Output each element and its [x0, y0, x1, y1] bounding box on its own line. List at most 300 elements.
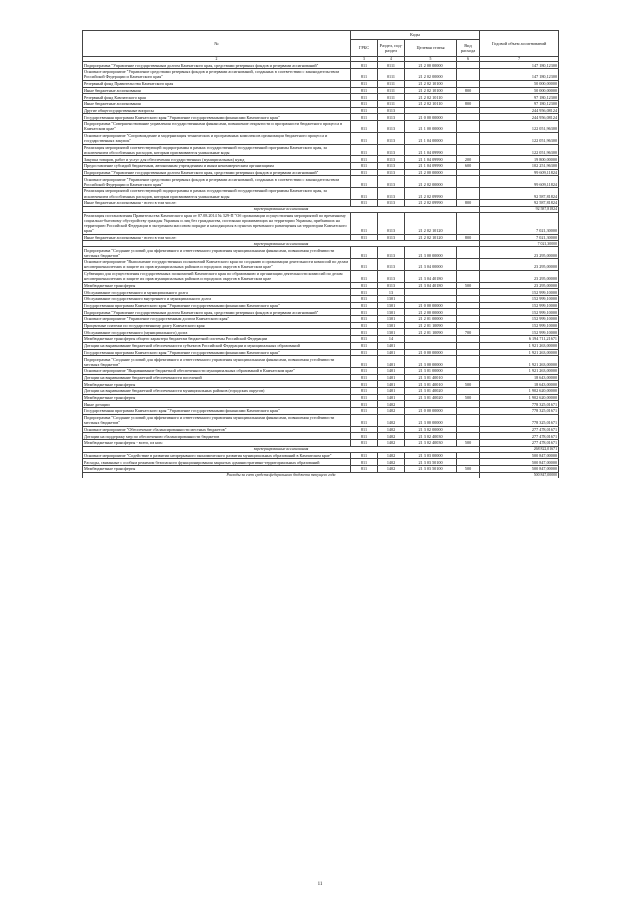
table-row — [83, 188, 559, 200]
row-name: Иные бюджетные ассигнования — [83, 87, 351, 94]
row-expense-type — [457, 408, 480, 415]
row-target-article — [405, 296, 457, 303]
row-name: Основное мероприятие "Управление средствами резервных фондов и резервами ассигнований, созданных в соответствии с законодательством Российской Федерации и Камчатского края" — [83, 69, 351, 81]
row-razdel-code: 1401 — [378, 374, 405, 381]
row-amount: 18 643,00000 — [480, 374, 559, 381]
row-grbs-code: 811 — [351, 94, 378, 101]
row-grbs-code: 811 — [351, 439, 378, 446]
table-row — [83, 94, 559, 101]
row-name: Закупка товаров, работ и услуг для обеспечения государственных (муниципальных) нужд — [83, 156, 351, 163]
row-expense-type — [457, 289, 480, 296]
row-target-article — [405, 336, 457, 343]
row-razdel-code: 1301 — [378, 302, 405, 309]
table-row — [83, 414, 559, 426]
row-expense-type — [457, 247, 480, 259]
note-text: зарезервированные ассигнования — [83, 241, 480, 247]
row-razdel-code: 0113 — [378, 169, 405, 176]
row-expense-type — [457, 94, 480, 101]
row-grbs-code: 811 — [351, 388, 378, 395]
row-razdel-code: 1402 — [378, 466, 405, 473]
row-grbs-code: 811 — [351, 401, 378, 408]
row-expense-type: 800 — [457, 199, 480, 206]
row-name: Дотации на выравнивание бюджетной обеспеченности муниципальных районов (городских округов) — [83, 388, 351, 395]
row-name: Подпрограмма "Управление государственным долгом Камчатского края, средствами резервных фондов и резервами ассигнований" — [83, 169, 351, 176]
row-target-article: 21 2 02 10110 — [405, 100, 457, 107]
table-row — [83, 439, 559, 446]
row-amount: 92 587,81824 — [480, 199, 559, 206]
row-target-article: 21 2 01 10090 — [405, 329, 457, 336]
row-expense-type — [457, 401, 480, 408]
row-target-article: 21 1 04 00000 — [405, 132, 457, 144]
row-amount: 23 295,00000 — [480, 270, 559, 282]
header-expense-type: Вид расхода — [457, 40, 480, 57]
row-razdel-code: 1402 — [378, 433, 405, 440]
row-name: Государственная программа Камчатского края "Управление государственными финансами Камчатского края" — [83, 302, 351, 309]
table-row — [83, 342, 559, 349]
row-razdel-code: 0113 — [378, 144, 405, 156]
row-razdel-code: 1401 — [378, 356, 405, 368]
row-grbs-code: 811 — [351, 259, 378, 271]
row-grbs-code: 811 — [351, 289, 378, 296]
row-razdel-code: 1401 — [378, 368, 405, 375]
table-row — [83, 132, 559, 144]
row-grbs-code: 811 — [351, 121, 378, 133]
table-row — [83, 426, 559, 433]
note-text: зарезервированные ассигнования — [83, 206, 480, 212]
row-grbs-code: 811 — [351, 336, 378, 343]
row-target-article: 21 2 02 09990 — [405, 188, 457, 200]
row-razdel-code: 0113 — [378, 163, 405, 170]
row-target-article: 21 1 00 00000 — [405, 121, 457, 133]
row-target-article: 21 3 00 00000 — [405, 414, 457, 426]
row-target-article: 21 2 01 00000 — [405, 316, 457, 323]
row-target-article: 21 3 02 00000 — [405, 426, 457, 433]
table-row — [83, 62, 559, 69]
row-razdel-code: 0113 — [378, 259, 405, 271]
row-amount: 500 847,00000 — [480, 452, 559, 459]
row-grbs-code: 811 — [351, 342, 378, 349]
row-target-article: 21 3 01 40010 — [405, 374, 457, 381]
table-row — [83, 169, 559, 176]
row-razdel-code: 0111 — [378, 87, 405, 94]
row-grbs-code: 811 — [351, 329, 378, 336]
row-grbs-code: 811 — [351, 322, 378, 329]
row-grbs-code: 811 — [351, 199, 378, 206]
row-name: Межбюджетные трансферты — [83, 466, 351, 473]
row-grbs-code: 811 — [351, 100, 378, 107]
row-name: Государственная программа Камчатского края "Управление государственными финансами Камчатского края" — [83, 349, 351, 356]
row-amount: 92 587,81824 — [480, 188, 559, 200]
table-row — [83, 381, 559, 388]
header-target-article: Целевая статья — [405, 40, 457, 57]
row-grbs-code: 811 — [351, 356, 378, 368]
row-name: Обслуживание государственного и муниципального долга — [83, 289, 351, 296]
row-razdel-code: 0113 — [378, 114, 405, 121]
row-razdel-code: 0113 — [378, 121, 405, 133]
row-grbs-code: 811 — [351, 270, 378, 282]
row-name: Государственная программа Камчатского края "Управление государственными финансами Камчатского края" — [83, 114, 351, 121]
row-grbs-code: 811 — [351, 247, 378, 259]
row-razdel-code: 1402 — [378, 459, 405, 466]
row-expense-type — [457, 426, 480, 433]
row-expense-type — [457, 80, 480, 87]
row-razdel-code: 1301 — [378, 316, 405, 323]
row-razdel-code: 0113 — [378, 247, 405, 259]
row-target-article: 21 2 01 10090 — [405, 322, 457, 329]
row-name: Подпрограмма "Создание условий для эффективного и ответственного управления муниципальными финансами, повышения устойчивости местных бюджетов" — [83, 247, 351, 259]
row-razdel-code: 1402 — [378, 414, 405, 426]
row-name: Основное мероприятие "Управление средствами резервных фондов и резервами ассигнований, созданных в соответствии с законодательством Российской Федерации и Камчатского края" — [83, 176, 351, 188]
row-razdel-code: 1301 — [378, 296, 405, 303]
row-grbs-code: 811 — [351, 452, 378, 459]
row-expense-type — [457, 296, 480, 303]
column-number: 2 — [83, 57, 351, 62]
row-razdel-code: 14 — [378, 336, 405, 343]
row-razdel-code: 0113 — [378, 176, 405, 188]
row-razdel-code: 0113 — [378, 270, 405, 282]
table-row — [83, 466, 559, 473]
column-number: 6 — [457, 57, 480, 62]
row-target-article: 21 3 04 40180 — [405, 282, 457, 289]
row-grbs-code: 811 — [351, 349, 378, 356]
row-expense-type — [457, 121, 480, 133]
row-name: Реализация мероприятий соответствующей подпрограммы в рамках государственной государственной программы Камчатского края, за исключением обособленных расходов, которым присваиваются уникальные коды — [83, 188, 351, 200]
header-number: № — [83, 31, 351, 57]
row-grbs-code: 811 — [351, 176, 378, 188]
row-razdel-code: 1301 — [378, 329, 405, 336]
row-grbs-code: 811 — [351, 163, 378, 170]
row-razdel-code: 1402 — [378, 439, 405, 446]
row-razdel-code: 1401 — [378, 388, 405, 395]
row-amount: 152 999,10000 — [480, 289, 559, 296]
row-target-article: 21 0 00 00000 — [405, 408, 457, 415]
row-amount: 1 921 263,00000 — [480, 368, 559, 375]
row-target-article: 21 3 00 00000 — [405, 356, 457, 368]
row-amount: 152 999,10000 — [480, 296, 559, 303]
row-expense-type — [457, 459, 480, 466]
row-name: Подпрограмма "Создание условий для эффективного и ответственного управления муниципальными финансами, повышения устойчивости местных бюджетов" — [83, 414, 351, 426]
row-name: Иные бюджетные ассигнования - всего в том числе: — [83, 234, 351, 241]
row-expense-type — [457, 62, 480, 69]
row-expense-type — [457, 270, 480, 282]
row-name: Иные бюджетные ассигнования - всего в том числе: — [83, 199, 351, 206]
row-expense-type — [457, 316, 480, 323]
row-razdel-code: 1401 — [378, 394, 405, 401]
row-razdel-code: 1402 — [378, 408, 405, 415]
row-name: Обслуживание государственного (муниципального) долга — [83, 329, 351, 336]
row-amount: 244 956,08124 — [480, 114, 559, 121]
row-grbs-code: 811 — [351, 426, 378, 433]
row-grbs-code: 811 — [351, 144, 378, 156]
header-codes: Коды — [351, 31, 480, 40]
row-expense-type: 500 — [457, 394, 480, 401]
row-name: Подпрограмма "Совершенствование управления государственными финансами, повышение открытости и прозрачности бюджетного процесса в Камчатском крае" — [83, 121, 351, 133]
budget-table — [82, 30, 559, 478]
row-expense-type: 600 — [457, 163, 480, 170]
row-razdel-code: 0113 — [378, 188, 405, 200]
table-row — [83, 270, 559, 282]
row-razdel-code: 0111 — [378, 62, 405, 69]
row-amount: 19 800,00000 — [480, 156, 559, 163]
row-expense-type — [457, 107, 480, 114]
row-target-article: 21 3 01 40010 — [405, 381, 457, 388]
row-amount: 122 051,96300 — [480, 144, 559, 156]
table-row — [83, 163, 559, 170]
row-razdel-code: 13 — [378, 289, 405, 296]
row-name: Основное мероприятие "Выполнение государственных полномочий Камчатского края по созданию и организации деятельности комиссий по делам несовершеннолетних и защите их прав муниципальных районов и городских округов в Камчатском крае" — [83, 259, 351, 271]
row-grbs-code: 811 — [351, 114, 378, 121]
row-target-article: 21 2 02 10110 — [405, 94, 457, 101]
row-grbs-code: 811 — [351, 212, 378, 234]
row-grbs-code: 811 — [351, 282, 378, 289]
table-row — [83, 349, 559, 356]
row-target-article: 21 2 02 10100 — [405, 87, 457, 94]
row-grbs-code: 811 — [351, 381, 378, 388]
row-target-article: 21 1 04 09990 — [405, 163, 457, 170]
row-expense-type — [457, 374, 480, 381]
row-name: Иные бюджетные ассигнования — [83, 100, 351, 107]
row-target-article — [405, 289, 457, 296]
row-expense-type — [457, 212, 480, 234]
row-amount: 99 609,11824 — [480, 169, 559, 176]
row-amount: 23 295,00000 — [480, 247, 559, 259]
column-number: 4 — [378, 57, 405, 62]
row-target-article: 21 3 02 40030 — [405, 439, 457, 446]
row-name: Государственная программа Камчатского края "Управление государственными финансами Камчатского края" — [83, 408, 351, 415]
table-body — [83, 62, 559, 478]
row-amount: 99 609,11824 — [480, 176, 559, 188]
column-number: 7 — [480, 57, 559, 62]
row-amount: 97 180,12300 — [480, 100, 559, 107]
row-expense-type — [457, 349, 480, 356]
row-razdel-code: 1301 — [378, 309, 405, 316]
row-razdel-code: 0113 — [378, 156, 405, 163]
row-name: Основное мероприятие "Обеспечение сбалансированности местных бюджетов" — [83, 426, 351, 433]
row-target-article: 21 3 01 00000 — [405, 368, 457, 375]
table-row — [83, 289, 559, 296]
row-name: Резервный фонд Камчатского края — [83, 94, 351, 101]
row-amount: 277 478,01671 — [480, 433, 559, 440]
row-name: Подпрограмма "Управление государственным долгом Камчатского края, средствами резервных фондов и резервами ассигнований" — [83, 309, 351, 316]
table-row — [83, 100, 559, 107]
row-razdel-code: 1402 — [378, 452, 405, 459]
table-row — [83, 259, 559, 271]
row-razdel-code: 1402 — [378, 401, 405, 408]
row-amount: 23 295,00000 — [480, 259, 559, 271]
table-row — [83, 336, 559, 343]
row-name: Подпрограмма "Управление государственным долгом Камчатского края, средствами резервных фондов и резервами ассигнований" — [83, 62, 351, 69]
row-expense-type: 800 — [457, 87, 480, 94]
row-target-article: 21 3 04 00000 — [405, 259, 457, 271]
row-target-article: 21 2 02 10120 — [405, 212, 457, 234]
table-row — [83, 408, 559, 415]
row-target-article: 21 2 00 00000 — [405, 169, 457, 176]
table-row — [83, 368, 559, 375]
note-text: Расходы за счет средств федерального бюджета текущего года — [83, 472, 480, 478]
row-name: Реализация постановления Правительства Камчатского края от 07.08.2014 № 329-П "Об организации осуществления мероприятий по временному социально-бытовому обустройству граждан Украины и лиц без гражданства, постоянно проживающих на территории Украины, прибывших на территорию Российской Федерации в экстренном массовом порядке и находящихся в пунктах временного размещения на территории Камчатского края" — [83, 212, 351, 234]
row-amount: 1 902 620,00000 — [480, 394, 559, 401]
row-target-article: 21 2 00 00000 — [405, 62, 457, 69]
row-name: Процентные платежи по государственному долгу Камчатского края — [83, 322, 351, 329]
table-row — [83, 107, 559, 114]
row-expense-type — [457, 144, 480, 156]
row-grbs-code: 811 — [351, 80, 378, 87]
row-amount: 147 180,12300 — [480, 62, 559, 69]
row-grbs-code: 811 — [351, 302, 378, 309]
row-name: Дотации на выравнивание бюджетной обеспеченности субъектов Российской Федерации и муниципальных образований — [83, 342, 351, 349]
row-amount: 122 051,96300 — [480, 121, 559, 133]
row-grbs-code: 811 — [351, 234, 378, 241]
row-razdel-code: 0113 — [378, 132, 405, 144]
table-row — [83, 282, 559, 289]
row-target-article: 21 3 03 00000 — [405, 452, 457, 459]
row-name: Межбюджетные трансферты общего характера бюджетам бюджетной системы Российской Федерации — [83, 336, 351, 343]
row-amount: 50 000,00000 — [480, 80, 559, 87]
table-row — [83, 329, 559, 336]
page-number: 11 — [317, 882, 323, 887]
row-target-article: 21 2 02 10120 — [405, 234, 457, 241]
row-grbs-code: 811 — [351, 69, 378, 81]
row-target-article — [405, 342, 457, 349]
row-amount: 152 999,10000 — [480, 322, 559, 329]
row-expense-type — [457, 322, 480, 329]
row-razdel-code: 1401 — [378, 381, 405, 388]
row-expense-type — [457, 132, 480, 144]
row-grbs-code: 811 — [351, 414, 378, 426]
row-grbs-code: 811 — [351, 368, 378, 375]
row-amount: 147 180,12300 — [480, 69, 559, 81]
note-value: 7 021,30000 — [480, 241, 559, 247]
row-grbs-code: 811 — [351, 296, 378, 303]
table-row — [83, 296, 559, 303]
row-amount: 7 021,30000 — [480, 212, 559, 234]
row-expense-type — [457, 336, 480, 343]
row-amount: 6 194 711,21671 — [480, 336, 559, 343]
budget-table-sheet — [82, 30, 558, 478]
row-expense-type — [457, 69, 480, 81]
table-row — [83, 80, 559, 87]
row-expense-type — [457, 176, 480, 188]
row-razdel-code: 0113 — [378, 199, 405, 206]
row-grbs-code: 811 — [351, 394, 378, 401]
table-row — [83, 433, 559, 440]
header-razdel: Раздел, под-раздел — [378, 40, 405, 57]
row-name: Основное мероприятие "Управление государственным долгом Камчатского края" — [83, 316, 351, 323]
row-expense-type: 500 — [457, 466, 480, 473]
row-target-article: 21 2 02 00000 — [405, 176, 457, 188]
row-expense-type: 700 — [457, 329, 480, 336]
row-amount: 1 921 263,00000 — [480, 349, 559, 356]
table-row — [83, 114, 559, 121]
row-amount: 244 956,08124 — [480, 107, 559, 114]
table-row — [83, 401, 559, 408]
row-razdel-code: 0111 — [378, 69, 405, 81]
row-grbs-code: 811 — [351, 62, 378, 69]
row-amount: 778 325,01671 — [480, 401, 559, 408]
row-grbs-code: 811 — [351, 132, 378, 144]
row-amount: 97 180,12300 — [480, 94, 559, 101]
table-row — [83, 452, 559, 459]
row-expense-type: 800 — [457, 234, 480, 241]
row-razdel-code: 1401 — [378, 342, 405, 349]
row-expense-type — [457, 388, 480, 395]
row-razdel-code: 0113 — [378, 107, 405, 114]
row-razdel-code: 1402 — [378, 426, 405, 433]
row-name: Обслуживание государственного внутреннего и муниципального долга — [83, 296, 351, 303]
table-row — [83, 322, 559, 329]
row-target-article: 21 2 02 09990 — [405, 199, 457, 206]
row-target-article — [405, 401, 457, 408]
table-row — [83, 176, 559, 188]
row-amount: 277 478,01671 — [480, 439, 559, 446]
row-expense-type — [457, 433, 480, 440]
row-razdel-code: 1401 — [378, 349, 405, 356]
table-row — [83, 199, 559, 206]
row-amount: 50 000,00000 — [480, 87, 559, 94]
row-expense-type — [457, 452, 480, 459]
row-name: Основное мероприятие "Выравнивание бюджетной обеспеченности муниципальных образований в Камчатском крае" — [83, 368, 351, 375]
note-value: 92 587,81824 — [480, 206, 559, 212]
row-amount: 1 902 620,00000 — [480, 388, 559, 395]
table-row — [83, 144, 559, 156]
row-expense-type: 200 — [457, 156, 480, 163]
row-expense-type — [457, 114, 480, 121]
table-row — [83, 374, 559, 381]
row-expense-type: 500 — [457, 282, 480, 289]
table-row — [83, 316, 559, 323]
row-grbs-code: 811 — [351, 156, 378, 163]
row-razdel-code: 0113 — [378, 282, 405, 289]
row-grbs-code: 811 — [351, 169, 378, 176]
row-target-article: 21 0 00 00000 — [405, 114, 457, 121]
row-expense-type: 500 — [457, 381, 480, 388]
note-value: 500 847,00000 — [480, 472, 559, 478]
row-amount: 778 325,01671 — [480, 408, 559, 415]
row-target-article: 21 3 04 40180 — [405, 270, 457, 282]
row-target-article: 21 1 04 09990 — [405, 156, 457, 163]
row-razdel-code: 1301 — [378, 322, 405, 329]
row-name: Другие общегосударственные вопросы — [83, 107, 351, 114]
row-grbs-code: 811 — [351, 459, 378, 466]
row-name: Межбюджетные трансферты - всего, из них: — [83, 439, 351, 446]
row-expense-type — [457, 356, 480, 368]
row-expense-type — [457, 188, 480, 200]
row-razdel-code: 0111 — [378, 94, 405, 101]
row-grbs-code: 811 — [351, 466, 378, 473]
row-expense-type — [457, 302, 480, 309]
note-text: зарезервированные ассигнования — [83, 446, 480, 452]
row-name: Основное мероприятие "Содействие в развитии непрерывного экономического развития муниципальных образований в Камчатском крае" — [83, 452, 351, 459]
table-row — [83, 302, 559, 309]
row-amount: 1 921 263,00000 — [480, 342, 559, 349]
row-amount: 152 999,10000 — [480, 329, 559, 336]
row-target-article: 21 0 00 00000 — [405, 302, 457, 309]
row-expense-type: 800 — [457, 100, 480, 107]
row-target-article: 21 0 00 00000 — [405, 349, 457, 356]
row-expense-type — [457, 368, 480, 375]
row-target-article: 21 2 02 00000 — [405, 69, 457, 81]
row-expense-type — [457, 169, 480, 176]
table-row — [83, 247, 559, 259]
row-name: Предоставление субсидий бюджетным, автономным учреждениям и иным некоммерческим организациям — [83, 163, 351, 170]
row-amount: 23 295,00000 — [480, 282, 559, 289]
row-grbs-code: 811 — [351, 374, 378, 381]
row-name: Иные дотации — [83, 401, 351, 408]
row-name: Основное мероприятие "Сопровождение и модернизация технических и программных комплексов организации бюджетного процесса и государственных закупок" — [83, 132, 351, 144]
row-amount: 778 325,01671 — [480, 414, 559, 426]
table-row — [83, 459, 559, 466]
table-row — [83, 156, 559, 163]
